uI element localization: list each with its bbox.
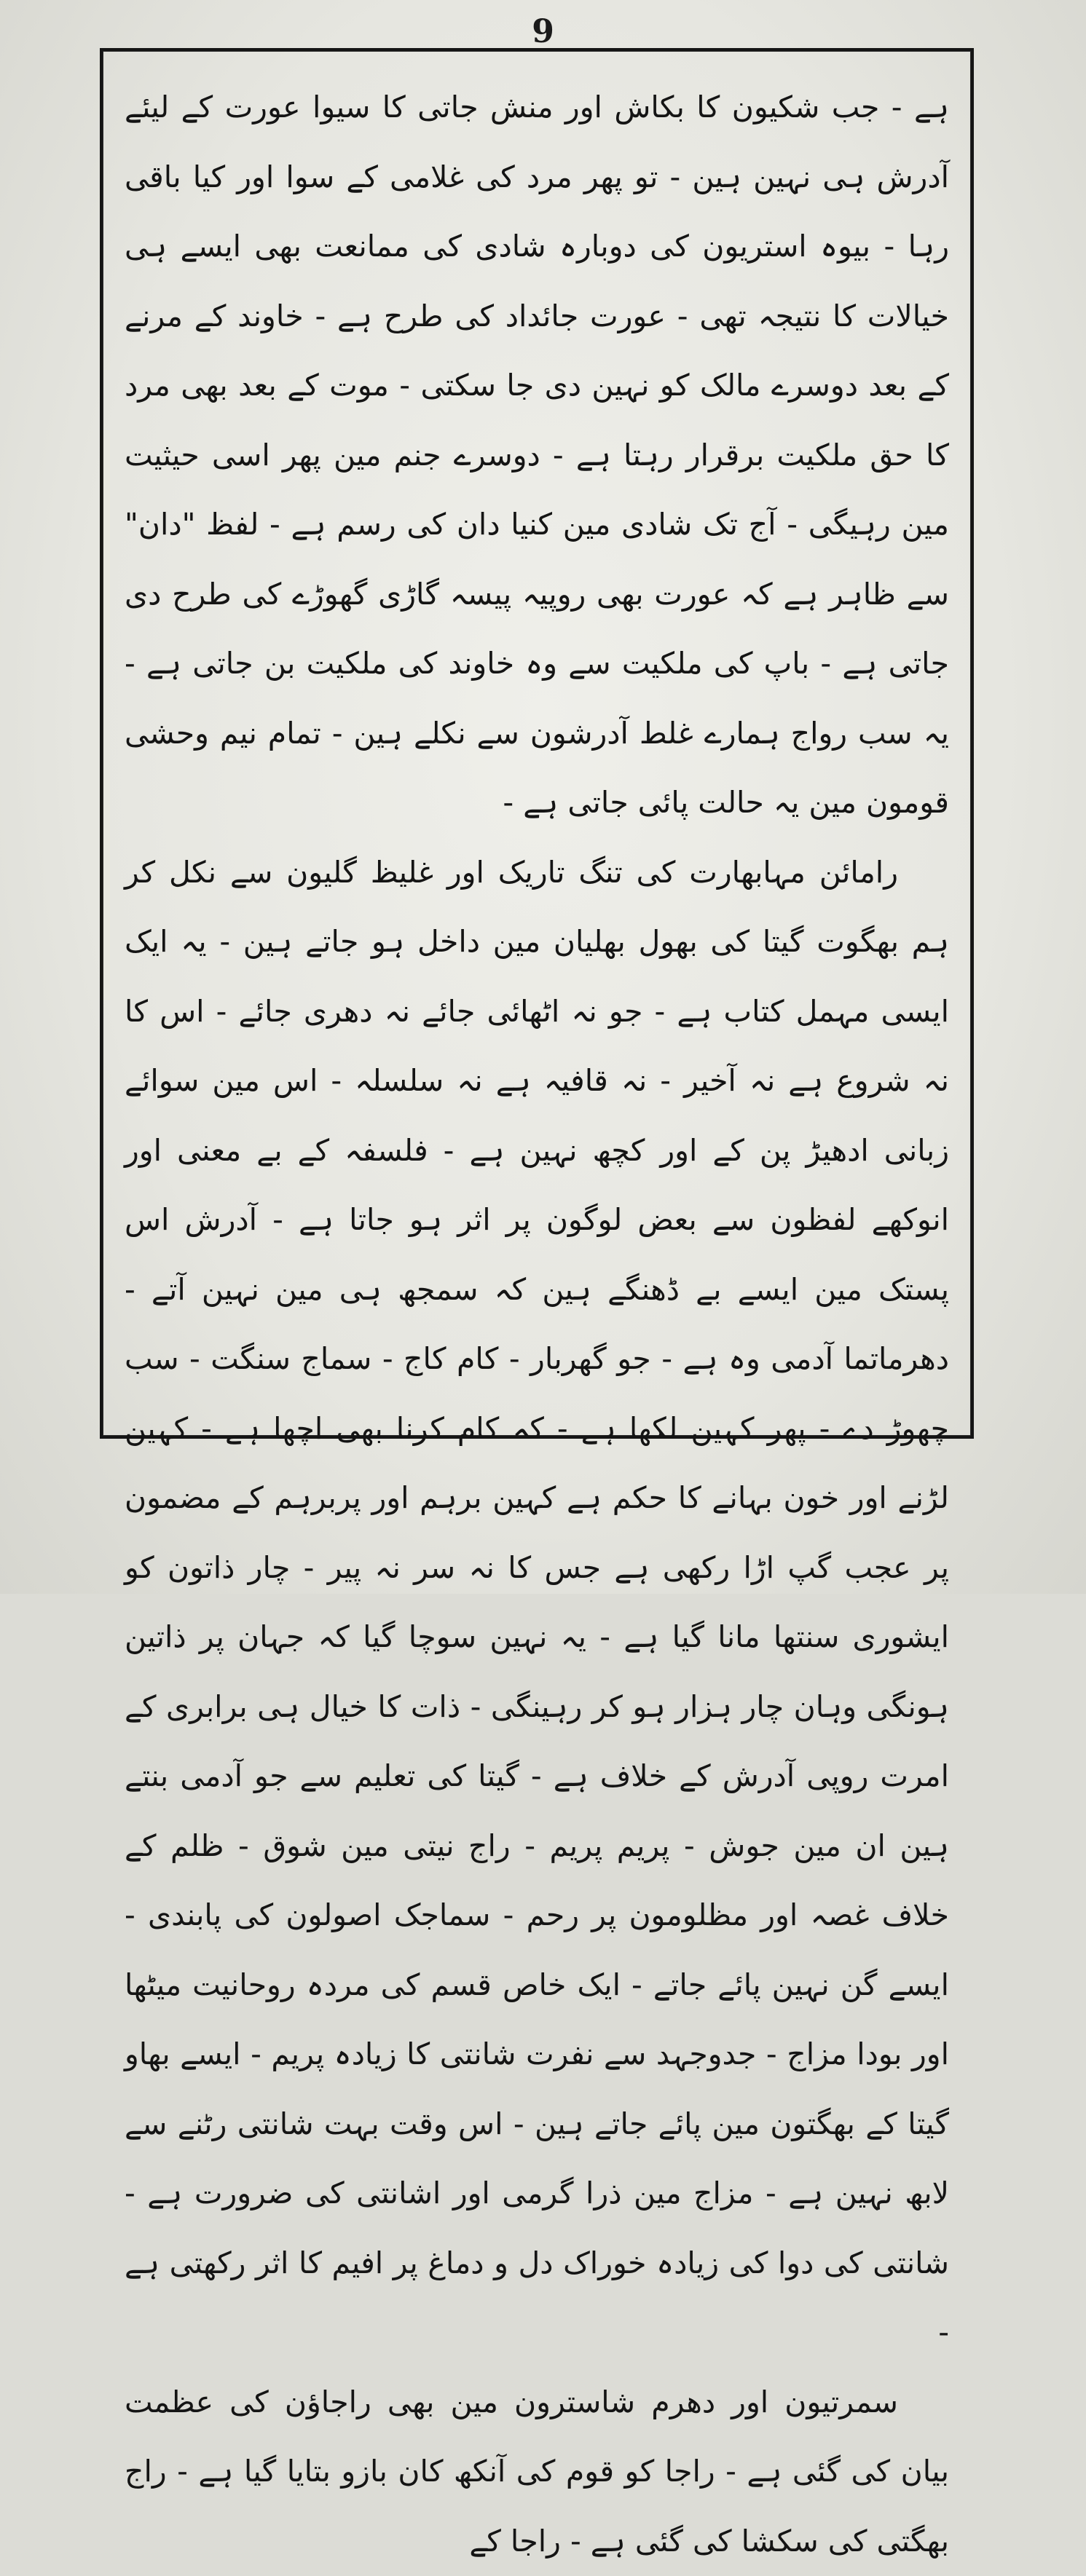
body-text [125, 73, 949, 2576]
paragraph-3: سمرتیون اور دھرم شاسترون مین بھی راجاؤن کی عظمت بیان کی گئی ہے - راجا کو قوم کی آنکھ کان بازو بتایا گیا ہے - راج بھگتی کی سکشا کی گئی ہے - راجا کے [125, 2368, 949, 2576]
page-number: 9 [0, 10, 1086, 54]
paragraph-2: رامائن مہابھارت کی تنگ تاریک اور غلیظ گلیون سے نکل کر ہم بھگوت گیتا کی بھول بھلیان مین داخل ہو جاتے ہین - یہ ایک ایسی مہمل کتاب ہے - جو نہ اٹھائی جائے نہ دھری جائے - اس کا نہ شروع ہے نہ آخیر - نہ قافیہ ہے نہ سلسلہ - اس مین سوائے زبانی ادھیڑ پن کے اور کچھ نہین ہے - فلسفہ کے بے معنی اور انوکھے لفظون سے بعض لوگون پر اثر ہو جاتا ہے - آدرش اس پستک مین ایسے بے ڈھنگے ہین کہ سمجھ ہی مین نہین آتے - دھرماتما آدمی وہ ہے - جو گھربار - کام کاج - سماج سنگت - سب چھوڑ دے - پھر کہین لکھا ہے - کہ کام کرنا بھی اچھا ہے - کہین لڑنے اور خون بہانے کا حکم ہے کہین برہم اور پربرہم کے مضمون پر عجب گپ اڑا رکھی ہے جس کا نہ سر نہ پیر - چار ذاتون کو ایشوری سنتھا مانا گیا ہے - یہ نہین سوچا گیا کہ جہان پر ذاتین ہونگی وہان چار ہزار ہو کر رہینگی - ذات کا خیال ہی برابری کے امرت روپی آدرش کے خلاف ہے - گیتا کی تعلیم سے جو آدمی بنتے ہین ان مین جوش - پریم پریم - راج نیتی مین شوق - ظلم کے خلاف غصہ اور مظلومون پر رحم - سماجک اصولون کی پابندی - ایسے گن نہین پائے جاتے - ایک خاص قسم کی مردہ روحانیت میٹھا اور بودا مزاج - جدوجہد سے نفرت شانتی کا زیادہ پریم - ایسے بھاو گیتا کے بھگتون مین پائے جاتے ہین - اس وقت بہت شانتی رٹنے سے لابھ نہین ہے - مزاج مین ذرا گرمی اور اشانتی کی ضرورت ہے - شانتی کی دوا کی زیادہ خوراک دل و دماغ پر افیم کا اثر رکھتی ہے - [125, 838, 949, 2368]
paragraph-1: ہے - جب شکیون کا بکاش اور منش جاتی کا سیوا عورت کے لیئے آدرش ہی نہین ہین - تو پھر مرد کی غلامی کے سوا اور کیا باقی رہا - بیوہ استریون کی دوبارہ شادی کی ممانعت بھی ایسے ہی خیالات کا نتیجہ تھی - عورت جائداد کی طرح ہے - خاوند کے مرنے کے بعد دوسرے مالک کو نہین دی جا سکتی - موت کے بعد بھی مرد کا حق ملکیت برقرار رہتا ہے - دوسرے جنم مین پھر اسی حیثیت مین رہیگی - آج تک شادی مین کنیا دان کی رسم ہے - لفظ "دان" سے ظاہر ہے کہ عورت بھی روپیہ پیسہ گاڑی گھوڑے کی طرح دی جاتی ہے - باپ کی ملکیت سے وہ خاوند کی ملکیت بن جاتی ہے - یہ سب رواج ہمارے غلط آدرشون سے نکلے ہین - تمام نیم وحشی قومون مین یہ حالت پائی جاتی ہے - [125, 73, 949, 838]
text-frame [100, 48, 974, 1439]
